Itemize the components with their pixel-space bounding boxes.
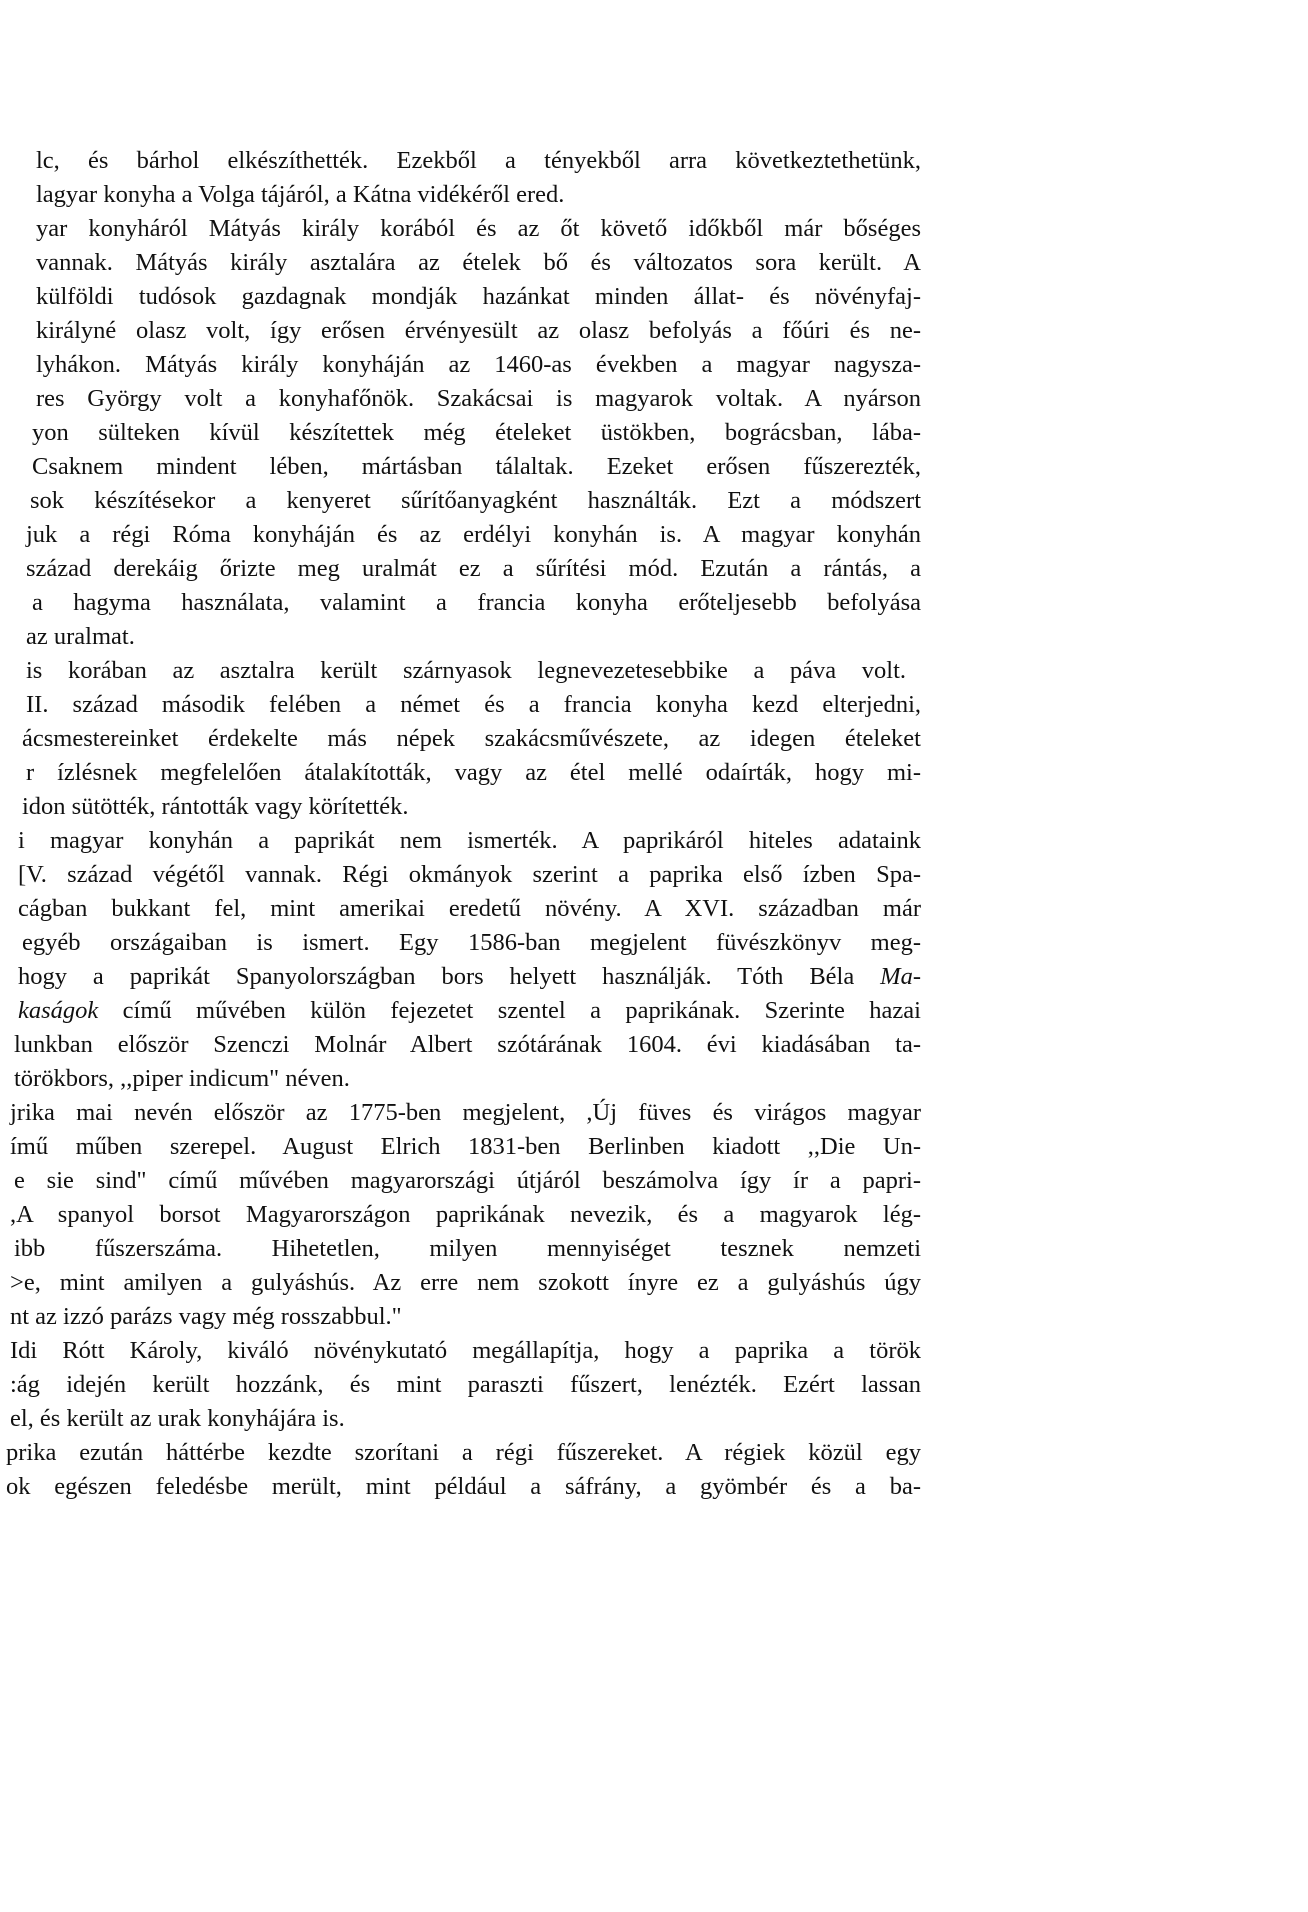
text-line-6: királyné olasz volt, így erősen érvényesült az olasz befolyás a főúri és ne- (36, 317, 921, 344)
text-line-39: prika ezután háttérbe kezdte szorítani a régi fűszereket. A régiek közül egy (6, 1439, 921, 1466)
text-line-26-roman: című művében külön fejezetet szentel a paprikának. Szerinte hazai (98, 997, 921, 1024)
text-line-28: törökbors, ,,piper indicum" néven. (14, 1065, 350, 1092)
text-line-37: :ág idején került hozzánk, és mint paraszti fűszert, lenézték. Ezért lassan (10, 1371, 921, 1398)
text-line-10: Csaknem mindent lében, mártásban tálaltak. Ezeket erősen fűszerezték, (32, 453, 921, 480)
text-line-3: yar konyháról Mátyás király korából és az őt követő időkből már bőséges (36, 215, 921, 242)
text-line-31: e sie sind" című művében magyarországi útjáról beszámolva így ír a papri- (14, 1167, 921, 1194)
text-line-38: el, és került az urak konyhájára is. (10, 1405, 345, 1432)
text-line-36: Idi Rótt Károly, kiváló növénykutató megállapítja, hogy a paprika a török (10, 1337, 921, 1364)
text-line-7: lyhákon. Mátyás király konyháján az 1460-as években a magyar nagysza- (36, 351, 921, 378)
text-line-17: II. század második felében a német és a francia konyha kezd elterjedni, (26, 691, 921, 718)
text-line-32: ,A spanyol borsot Magyarországon paprikának nevezik, és a magyarok lég- (10, 1201, 921, 1228)
text-line-15: az uralmat. (26, 623, 135, 650)
text-line-35: nt az izzó parázs vagy még rosszabbul." (10, 1303, 402, 1330)
text-line-4: vannak. Mátyás király asztalára az ételek bő és változatos sora került. A (36, 249, 921, 276)
text-line-30: ímű műben szerepel. August Elrich 1831-ben Berlinben kiadott ,,Die Un- (10, 1133, 921, 1160)
text-line-16: is korában az asztalra került szárnyasok legnevezetesebbike a páva volt. (26, 657, 906, 684)
text-line-25-italic: Ma- (880, 963, 921, 990)
text-line-5: külföldi tudósok gazdagnak mondják hazánkat minden állat- és növényfaj- (36, 283, 921, 310)
text-line-23: cágban bukkant fel, mint amerikai eredetű növény. A XVI. században már (18, 895, 921, 922)
text-line-26 (18, 994, 921, 1028)
text-line-1: lc, és bárhol elkészíthették. Ezekből a tényekből arra következtethetünk, (36, 147, 921, 174)
text-line-21: i magyar konyhán a paprikát nem ismerték. A paprikáról hiteles adataink (18, 827, 921, 854)
text-line-40: ok egészen feledésbe merült, mint például a sáfrány, a gyömbér és a ba- (6, 1473, 921, 1500)
text-line-33: ibb fűszerszáma. Hihetetlen, milyen mennyiséget tesznek nemzeti (14, 1235, 921, 1262)
text-line-13: század derekáig őrizte meg uralmát ez a sűrítési mód. Ezután a rántás, a (26, 555, 921, 582)
text-line-22: [V. század végétől vannak. Régi okmányok szerint a paprika első ízben Spa- (18, 861, 921, 888)
text-line-29: jrika mai nevén először az 1775-ben megjelent, ,Új füves és virágos magyar (10, 1099, 921, 1126)
text-line-25-roman: hogy a paprikát Spanyolországban bors helyett használják. Tóth Béla (18, 963, 881, 990)
text-line-19: r ízlésnek megfelelően átalakították, vagy az étel mellé odaírták, hogy mi- (26, 759, 921, 786)
text-line-14: a hagyma használata, valamint a francia konyha erőteljesebb befolyása (32, 589, 921, 616)
text-line-9: yon sülteken kívül készítettek még ételeket üstökben, bográcsban, lába- (32, 419, 921, 446)
text-line-20: idon sütötték, rántották vagy körítették. (22, 793, 409, 820)
text-line-12: juk a régi Róma konyháján és az erdélyi konyhán is. A magyar konyhán (26, 521, 921, 548)
text-line-34: >e, mint amilyen a gulyáshús. Az erre nem szokott ínyre ez a gulyáshús úgy (10, 1269, 921, 1296)
text-line-11: sok készítésekor a kenyeret sűrítőanyagként használták. Ezt a módszert (30, 487, 921, 514)
text-line-2: lagyar konyha a Volga tájáról, a Kátna vidékéről ered. (36, 181, 565, 208)
text-line-26-italic: kaságok (18, 997, 99, 1024)
text-line-8: res György volt a konyhafőnök. Szakácsai is magyarok voltak. A nyárson (36, 385, 921, 412)
text-line-25 (18, 960, 921, 994)
text-line-27: lunkban először Szenczi Molnár Albert szótárának 1604. évi kiadásában ta- (14, 1031, 921, 1058)
text-line-18: ácsmestereinket érdekelte más népek szakácsművészete, az idegen ételeket (22, 725, 921, 752)
text-line-24: egyéb országaiban is ismert. Egy 1586-ban megjelent füvészkönyv meg- (22, 929, 921, 956)
